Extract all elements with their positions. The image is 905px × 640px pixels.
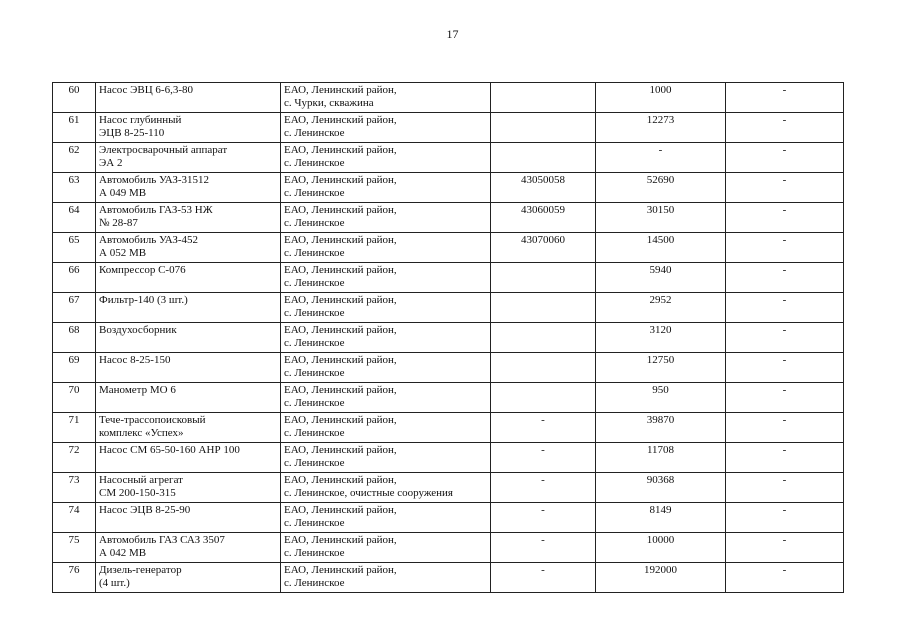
location-line: ЕАО, Ленинский район,	[284, 504, 397, 516]
cost-cell: 3120	[596, 323, 726, 353]
note-cell: -	[726, 203, 844, 233]
location-cell	[281, 503, 491, 533]
cost-cell: 950	[596, 383, 726, 413]
location-line: ЕАО, Ленинский район,	[284, 234, 397, 246]
inventory-number-cell: 43060059	[491, 203, 596, 233]
row-number-cell: 70	[53, 383, 96, 413]
table-row	[53, 173, 844, 203]
item-name-line: Насос глубинный	[99, 114, 182, 126]
cost-cell: 2952	[596, 293, 726, 323]
location-line: с. Ленинское	[284, 127, 345, 139]
location-line: ЕАО, Ленинский район,	[284, 114, 397, 126]
note-cell: -	[726, 353, 844, 383]
inventory-number-cell: 43050058	[491, 173, 596, 203]
location-cell	[281, 293, 491, 323]
item-name-line: Автомобиль УАЗ-452	[99, 234, 199, 246]
location-line: с. Ленинское	[284, 367, 345, 379]
note-cell: -	[726, 503, 844, 533]
location-line: с. Чурки, скважина	[284, 97, 374, 109]
location-cell	[281, 203, 491, 233]
cost-cell: 192000	[596, 563, 726, 593]
location-cell	[281, 413, 491, 443]
location-line: ЕАО, Ленинский район,	[284, 204, 397, 216]
item-name-line: Электросварочный аппарат	[99, 144, 228, 156]
table-row	[53, 413, 844, 443]
page-number: 17	[446, 27, 459, 41]
item-name-line: комплекс «Успех»	[99, 427, 184, 439]
cost-cell: 5940	[596, 263, 726, 293]
item-name-line: (4 шт.)	[99, 577, 130, 589]
row-number-cell: 62	[53, 143, 96, 173]
note-cell: -	[726, 533, 844, 563]
cost-cell: 11708	[596, 443, 726, 473]
note-cell: -	[726, 233, 844, 263]
item-name-line: Насосный агрегат	[99, 474, 183, 486]
row-number-cell: 71	[53, 413, 96, 443]
table-row	[53, 113, 844, 143]
location-line: ЕАО, Ленинский район,	[284, 354, 397, 366]
table-row	[53, 533, 844, 563]
item-name-cell	[96, 413, 281, 443]
item-name-line: Автомобиль ГАЗ-53 НЖ	[99, 204, 213, 216]
table-row	[53, 563, 844, 593]
location-line: ЕАО, Ленинский район,	[284, 444, 397, 456]
item-name-line: ЭЦВ 8-25-110	[99, 127, 165, 139]
inventory-number-cell: -	[491, 473, 596, 503]
cost-cell: -	[596, 143, 726, 173]
location-line: ЕАО, Ленинский район,	[284, 474, 397, 486]
table-row	[53, 83, 844, 113]
item-name-line: Насос 8-25-150	[99, 354, 171, 366]
note-cell: -	[726, 173, 844, 203]
inventory-table-body	[53, 83, 844, 593]
table-row	[53, 293, 844, 323]
location-line: с. Ленинское	[284, 577, 345, 589]
location-cell	[281, 263, 491, 293]
item-name-cell	[96, 233, 281, 263]
row-number-cell: 67	[53, 293, 96, 323]
inventory-number-cell	[491, 143, 596, 173]
cost-cell: 14500	[596, 233, 726, 263]
item-name-cell	[96, 443, 281, 473]
item-name-line: Дизель-генератор	[99, 564, 182, 576]
cost-cell: 90368	[596, 473, 726, 503]
note-cell: -	[726, 383, 844, 413]
location-line: с. Ленинское	[284, 397, 345, 409]
location-cell	[281, 173, 491, 203]
row-number-cell: 72	[53, 443, 96, 473]
location-line: ЕАО, Ленинский район,	[284, 414, 397, 426]
inventory-number-cell: 43070060	[491, 233, 596, 263]
item-name-cell	[96, 203, 281, 233]
cost-cell: 12750	[596, 353, 726, 383]
item-name-line: СМ 200-150-315	[99, 487, 176, 499]
table-row	[53, 383, 844, 413]
location-line: с. Ленинское	[284, 157, 345, 169]
table-row	[53, 203, 844, 233]
location-line: ЕАО, Ленинский район,	[284, 564, 397, 576]
row-number-cell: 66	[53, 263, 96, 293]
table-row	[53, 503, 844, 533]
table-row	[53, 143, 844, 173]
inventory-number-cell	[491, 383, 596, 413]
cost-cell: 10000	[596, 533, 726, 563]
location-line: ЕАО, Ленинский район,	[284, 174, 397, 186]
location-cell	[281, 533, 491, 563]
note-cell: -	[726, 413, 844, 443]
item-name-line: А 042 МВ	[99, 547, 147, 559]
item-name-cell	[96, 113, 281, 143]
inventory-table	[52, 82, 844, 593]
location-cell	[281, 353, 491, 383]
table-row	[53, 323, 844, 353]
item-name-line: А 049 МВ	[99, 187, 147, 199]
table-row	[53, 233, 844, 263]
location-cell	[281, 233, 491, 263]
location-line: ЕАО, Ленинский район,	[284, 144, 397, 156]
item-name-line: Тече-трассопоисковый	[99, 414, 206, 426]
item-name-cell	[96, 323, 281, 353]
location-line: с. Ленинское	[284, 307, 345, 319]
location-cell	[281, 83, 491, 113]
location-line: ЕАО, Ленинский район,	[284, 264, 397, 276]
row-number-cell: 64	[53, 203, 96, 233]
note-cell: -	[726, 293, 844, 323]
cost-cell: 8149	[596, 503, 726, 533]
location-line: с. Ленинское	[284, 457, 345, 469]
row-number-cell: 69	[53, 353, 96, 383]
item-name-cell	[96, 533, 281, 563]
location-line: с. Ленинское	[284, 427, 345, 439]
item-name-cell	[96, 353, 281, 383]
item-name-cell	[96, 83, 281, 113]
row-number-cell: 74	[53, 503, 96, 533]
inventory-number-cell: -	[491, 533, 596, 563]
inventory-number-cell: -	[491, 563, 596, 593]
item-name-line: А 052 МВ	[99, 247, 147, 259]
location-line: с. Ленинское	[284, 547, 345, 559]
location-cell	[281, 323, 491, 353]
inventory-number-cell	[491, 323, 596, 353]
item-name-cell	[96, 143, 281, 173]
item-name-line: ЭА 2	[99, 157, 123, 169]
location-cell	[281, 443, 491, 473]
location-cell	[281, 113, 491, 143]
item-name-cell	[96, 293, 281, 323]
location-line: ЕАО, Ленинский район,	[284, 324, 397, 336]
table-row	[53, 263, 844, 293]
inventory-number-cell: -	[491, 503, 596, 533]
row-number-cell: 73	[53, 473, 96, 503]
inventory-number-cell	[491, 263, 596, 293]
location-line: с. Ленинское	[284, 187, 345, 199]
note-cell: -	[726, 263, 844, 293]
inventory-number-cell: -	[491, 413, 596, 443]
table-row	[53, 443, 844, 473]
item-name-cell	[96, 383, 281, 413]
item-name-line: Манометр МО 6	[99, 384, 176, 396]
item-name-line: Компрессор С-076	[99, 264, 186, 276]
location-cell	[281, 473, 491, 503]
row-number-cell: 61	[53, 113, 96, 143]
row-number-cell: 76	[53, 563, 96, 593]
location-line: ЕАО, Ленинский район,	[284, 294, 397, 306]
row-number-cell: 63	[53, 173, 96, 203]
item-name-line: Насос СМ 65-50-160 АНР 100	[99, 444, 240, 456]
item-name-cell	[96, 563, 281, 593]
row-number-cell: 65	[53, 233, 96, 263]
row-number-cell: 75	[53, 533, 96, 563]
location-cell	[281, 563, 491, 593]
item-name-cell	[96, 473, 281, 503]
cost-cell: 30150	[596, 203, 726, 233]
item-name-line: Насос ЭВЦ 6-6,3-80	[99, 84, 193, 96]
cost-cell: 52690	[596, 173, 726, 203]
item-name-line: Автомобиль ГАЗ САЗ 3507	[99, 534, 225, 546]
table-row	[53, 473, 844, 503]
location-line: с. Ленинское	[284, 247, 345, 259]
inventory-number-cell	[491, 113, 596, 143]
location-line: с. Ленинское	[284, 217, 345, 229]
inventory-number-cell	[491, 353, 596, 383]
table-row	[53, 353, 844, 383]
item-name-line: Автомобиль УАЗ-31512	[99, 174, 210, 186]
cost-cell: 1000	[596, 83, 726, 113]
location-line: ЕАО, Ленинский район,	[284, 384, 397, 396]
cost-cell: 12273	[596, 113, 726, 143]
item-name-line: № 28-87	[99, 217, 138, 229]
location-line: ЕАО, Ленинский район,	[284, 84, 397, 96]
note-cell: -	[726, 443, 844, 473]
item-name-cell	[96, 503, 281, 533]
location-line: с. Ленинское, очистные сооружения	[284, 487, 453, 499]
row-number-cell: 60	[53, 83, 96, 113]
location-line: с. Ленинское	[284, 517, 345, 529]
item-name-line: Воздухосборник	[99, 324, 177, 336]
note-cell: -	[726, 563, 844, 593]
item-name-line: Фильтр-140 (3 шт.)	[99, 294, 188, 306]
item-name-cell	[96, 263, 281, 293]
location-line: с. Ленинское	[284, 277, 345, 289]
row-number-cell: 68	[53, 323, 96, 353]
inventory-number-cell	[491, 83, 596, 113]
item-name-line: Насос ЭЦВ 8-25-90	[99, 504, 191, 516]
location-cell	[281, 383, 491, 413]
note-cell: -	[726, 473, 844, 503]
cost-cell: 39870	[596, 413, 726, 443]
note-cell: -	[726, 143, 844, 173]
note-cell: -	[726, 323, 844, 353]
location-line: с. Ленинское	[284, 337, 345, 349]
inventory-number-cell: -	[491, 443, 596, 473]
location-cell	[281, 143, 491, 173]
note-cell: -	[726, 113, 844, 143]
item-name-cell	[96, 173, 281, 203]
note-cell: -	[726, 83, 844, 113]
inventory-number-cell	[491, 293, 596, 323]
location-line: ЕАО, Ленинский район,	[284, 534, 397, 546]
